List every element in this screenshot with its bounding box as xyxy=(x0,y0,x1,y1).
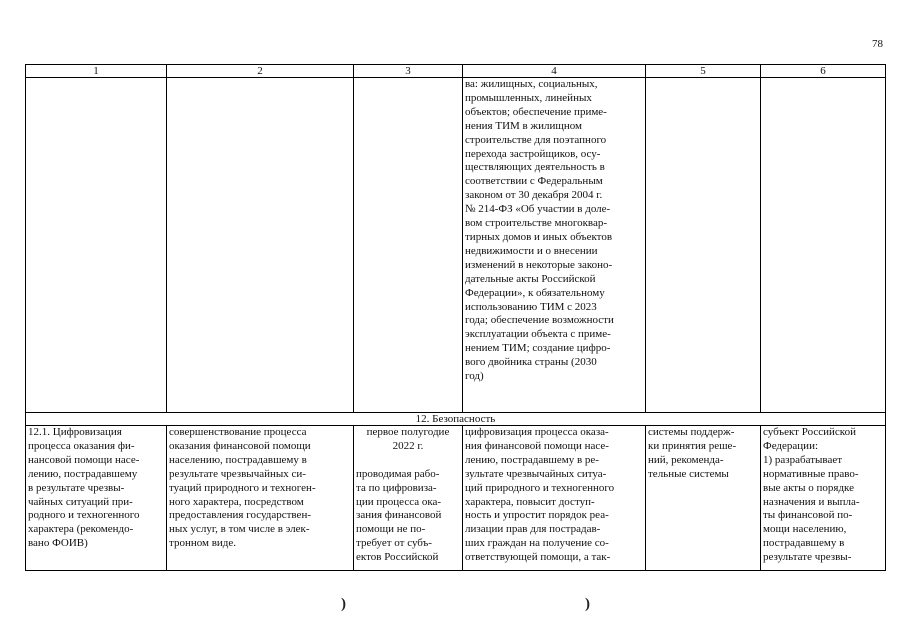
continuation-cell-3 xyxy=(354,78,463,413)
effect-cell xyxy=(463,426,646,571)
deadline-cell xyxy=(354,426,463,571)
text-line: год) xyxy=(465,370,484,383)
header-col-4: 4 xyxy=(463,65,646,78)
section-title: 12. Безопасность xyxy=(26,413,886,426)
header-col-5: 5 xyxy=(646,65,761,78)
text-line: вом строительстве многоквар- xyxy=(465,217,608,230)
text-line: мощи населению, xyxy=(763,523,847,536)
text-line: ность и упростит порядок реа- xyxy=(465,509,609,522)
continuation-row xyxy=(26,78,886,413)
text-line: перехода застройщиков, осу- xyxy=(465,147,601,160)
text-line: вано ФОИВ) xyxy=(28,537,88,550)
text-line: в результате чрезвы- xyxy=(28,481,125,494)
spacer xyxy=(356,454,460,468)
header-col-6: 6 xyxy=(761,65,886,78)
continuation-cell-6 xyxy=(761,78,886,413)
text-line: 12.1. Цифровизация xyxy=(28,426,122,438)
text-line: назначения и выпла- xyxy=(763,495,860,508)
continuation-cell-2 xyxy=(167,78,354,413)
text-line: ты финансовой по- xyxy=(763,509,853,522)
measures-table xyxy=(25,64,886,571)
header-col-2: 2 xyxy=(167,65,354,78)
text-line: законом от 30 декабря 2004 г. xyxy=(465,189,603,202)
continuation-cell-1 xyxy=(26,78,167,413)
text-line: нормативные право- xyxy=(763,467,859,480)
text-line: тельные системы xyxy=(648,467,729,480)
text-line: объектов; обеспечение приме- xyxy=(465,105,607,118)
text-line: та по цифровиза- xyxy=(356,481,437,494)
text-line: ответствующей помощи, а так- xyxy=(465,551,611,564)
text-line: года; обеспечение возможности xyxy=(465,314,614,327)
text-line: чайных ситуаций при- xyxy=(28,495,133,508)
description-cell xyxy=(167,426,354,571)
text-line: изменений в некоторые законо- xyxy=(465,258,613,271)
text-line: лению, пострадавшему xyxy=(28,467,138,480)
text-line: процесса оказания фи- xyxy=(28,439,135,452)
text-line: лению, пострадавшему в ре- xyxy=(465,453,599,466)
text-line: населению, пострадавшему в xyxy=(169,453,307,466)
text-line: результате чрезвычайных си- xyxy=(169,467,306,480)
text-line: ных услуг, в том числе в элек- xyxy=(169,523,310,536)
text-line: недвижимости и о внесении xyxy=(465,244,598,257)
continuation-cell-4 xyxy=(463,78,646,413)
text-line: нением ТИМ; создание цифро- xyxy=(465,342,611,355)
text-line: требует от субъ- xyxy=(356,537,432,550)
text-line: совершенствование процесса xyxy=(169,426,307,438)
deadline-line: первое полугодие xyxy=(366,426,450,438)
text-line: ществляющих деятельность в xyxy=(465,161,605,174)
header-col-1: 1 xyxy=(26,65,167,78)
text-line: вые акты о порядке xyxy=(763,481,854,494)
text-line: тронном виде. xyxy=(169,537,237,550)
text-line: ций природного и техногенного xyxy=(465,481,615,494)
continuation-cell-5 xyxy=(646,78,761,413)
text-line: ва: жилищных, социальных, xyxy=(465,78,598,90)
text-line: проводимая рабо- xyxy=(356,467,440,480)
text-line: пострадавшему в xyxy=(763,537,845,550)
measure-name-cell xyxy=(26,426,167,571)
text-line: предоставления государствен- xyxy=(169,509,311,522)
text-line: оказания финансовой помощи xyxy=(169,439,311,452)
text-line: помощи не по- xyxy=(356,523,426,536)
text-line: тирных домов и иных объектов xyxy=(465,230,613,243)
page-number: 78 xyxy=(872,38,883,50)
table-row xyxy=(26,426,886,571)
section-row xyxy=(26,413,886,426)
text-line: строительстве для поэтапного xyxy=(465,133,607,146)
deadline-line: 2022 г. xyxy=(392,439,424,452)
text-line: зания финансовой xyxy=(356,509,442,522)
text-line: ших граждан на получение со- xyxy=(465,537,609,550)
text-line: ки принятия реше- xyxy=(648,439,737,452)
text-line: системы поддерж- xyxy=(648,426,735,438)
text-line: дательные акты Российской xyxy=(465,272,596,285)
text-line: промышленных, линейных xyxy=(465,91,592,104)
text-line: ного характера, посредством xyxy=(169,495,304,508)
text-line: зультате чрезвычайных ситуа- xyxy=(465,467,607,480)
text-line: использованию ТИМ с 2023 xyxy=(465,300,597,313)
text-line: соответствии с Федеральным xyxy=(465,175,603,188)
text-line: ния финансовой помощи насе- xyxy=(465,439,609,452)
text-line: № 214-ФЗ «Об участии в доле- xyxy=(465,203,611,216)
text-line: ний, рекоменда- xyxy=(648,453,724,466)
text-line: ции процесса ока- xyxy=(356,495,442,508)
text-line: туаций природного и техноген- xyxy=(169,481,316,494)
text-line: результате чрезвы- xyxy=(763,551,852,564)
text-line: характера, повысит доступ- xyxy=(465,495,595,508)
header-col-3: 3 xyxy=(354,65,463,78)
text-line: Федерации», к обязательному xyxy=(465,286,605,299)
text-line: Федерации: xyxy=(763,439,819,452)
text-line: 1) разрабатывает xyxy=(763,453,843,466)
text-line: родного и техногенного xyxy=(28,509,140,522)
header-row xyxy=(26,65,886,78)
text-line: нения ТИМ в жилищном xyxy=(465,119,582,132)
text-line: ектов Российской xyxy=(356,551,439,564)
scan-mark: ) xyxy=(341,596,346,612)
technology-cell xyxy=(646,426,761,571)
text-line: субъект Российской xyxy=(763,426,856,438)
text-line: нансовой помощи насе- xyxy=(28,453,140,466)
text-line: цифровизация процесса оказа- xyxy=(465,426,609,438)
text-line: эксплуатации объекта с приме- xyxy=(465,328,611,341)
text-line: вого двойника страны (2030 xyxy=(465,356,597,369)
text-line: лизации прав для пострадав- xyxy=(465,523,601,536)
scan-mark: ) xyxy=(585,596,590,612)
responsible-cell xyxy=(761,426,886,571)
text-line: характера (рекомендо- xyxy=(28,523,134,536)
